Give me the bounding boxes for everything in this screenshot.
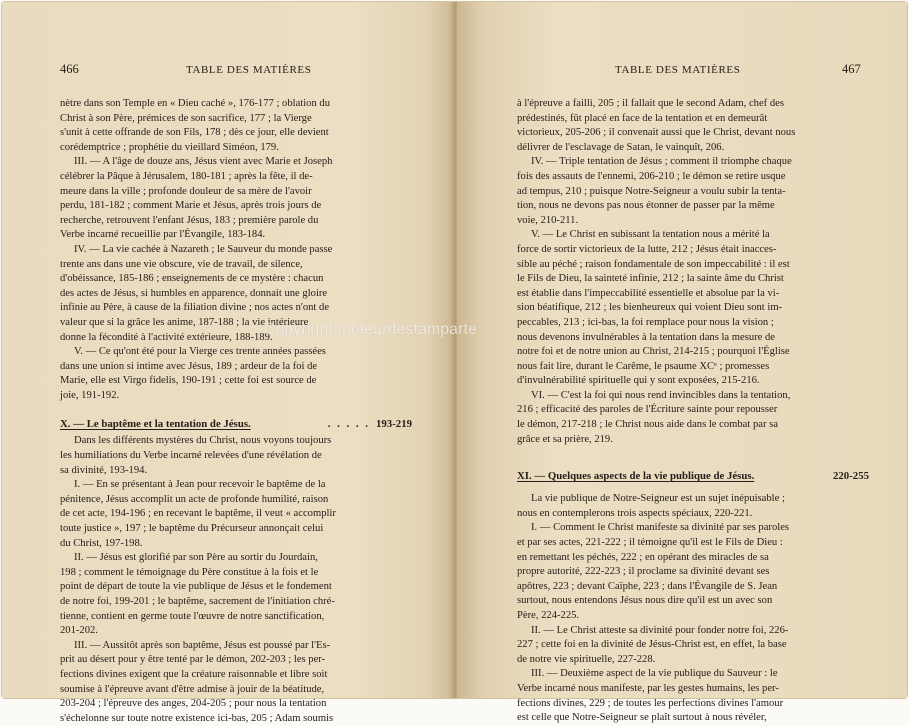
text-line: de notre vie spirituelle, 227-228. <box>517 653 656 665</box>
leader-dots: . . . . . <box>327 418 370 431</box>
text-line: trente ans dans une vie obscure, vie de travail, de silence, <box>60 258 303 270</box>
text-line: Dans les différents mystères du Christ, nous voyons toujours <box>74 435 332 447</box>
text-line: de cet acte, 194-196 ; en recevant le baptême, il veut « accomplir <box>60 508 336 520</box>
text-line: IV. — La vie cachée à Nazareth ; le Sauveur du monde passe <box>74 243 333 255</box>
text-line: et par ses actes, 221-222 ; il témoigne qu'il est le Fils de Dieu : <box>517 537 783 549</box>
left-page <box>2 2 453 724</box>
spacer <box>60 403 412 417</box>
section-pages: 193-219 <box>376 418 412 431</box>
section-heading <box>60 417 412 434</box>
text-line: surtout, nous entendons Jésus nous dire qu'il est un avec son <box>517 595 773 607</box>
text-line: toute justice », 197 ; le baptême du Précurseur annonçait celui <box>60 523 324 535</box>
text-line: fections divines, 229 ; de toutes les perfections divines l'amour <box>517 697 784 709</box>
text-line: grâce et sa prière, 219. <box>517 433 613 445</box>
text-line: IV. — Triple tentation de Jésus ; comment il triomphe chaque <box>531 156 792 168</box>
text-line: 216 ; efficacité des paroles de l'Écriture sainte pour repousser <box>517 404 778 416</box>
text-line: pénitence, Jésus accomplit un acte de profonde humilité, raison <box>60 493 329 505</box>
text-line: III. — Deuxième aspect de la vie publique du Sauveur : le <box>531 668 778 680</box>
text-line: nous fait lire, durant le Carême, le psaume XCᵉ ; promesses <box>517 360 770 372</box>
text-line: le Fils de Dieu, la sainteté infinie, 212 ; la sainte âme du Christ <box>517 273 784 285</box>
text-line: est celle que Notre-Seigneur se plaît surtout à nous révéler, <box>517 712 767 724</box>
text-line: le démon, 217-218 ; le Christ nous aide dans le combat par sa <box>517 419 778 431</box>
text-line: des actes de Jésus, si humbles en apparence, donnait une gloire <box>60 287 328 299</box>
text-line: sa divinité, 193-194. <box>60 464 148 476</box>
text-line: infinie au Père, à cause de la filiation divine ; nos actes n'ont de <box>60 302 330 314</box>
text-line: III. — Aussitôt après son baptême, Jésus est poussé par l'Es- <box>74 639 331 651</box>
text-line: nètre dans son Temple en « Dieu caché », 176-177 ; oblation du <box>60 98 331 109</box>
text-line: 198 ; comment le témoignage du Père constitue à la fois et le <box>60 566 319 578</box>
text-line: II. — Jésus est glorifié par son Père au sortir du Jourdain, <box>74 552 318 564</box>
text-line: recherche, retrouvent l'enfant Jésus, 183 ; première parole du <box>60 214 319 226</box>
page-number: 467 <box>842 62 861 76</box>
text-line: valeur que si la grâce les anime, 187-188 ; la vie intérieure <box>60 316 309 328</box>
text-line: de notre foi, 199-201 ; le baptême, sacrement de l'initiation chré- <box>60 596 335 607</box>
text-line: Verbe incarné nous manifeste, par les gestes humains, les per- <box>517 682 779 694</box>
text-line: Christ à son Père, prémices de son sacrifice, 177 ; la Vierge <box>60 112 312 124</box>
text-line: voie, 210-211. <box>517 214 579 226</box>
right-page <box>457 2 907 724</box>
text-line: La vie publique de Notre-Seigneur est un sujet inépuisable ; <box>531 493 785 505</box>
section-title: X. — Le baptême et la tentation de Jésus. <box>60 418 251 431</box>
text-line: Marie, elle est Virgo fidelis, 190-191 ; cette foi est source de <box>60 375 317 387</box>
section-pages: 220-255 <box>833 470 869 483</box>
text-line: du Christ, 197-198. <box>60 537 143 549</box>
text-line: 227 ; cette foi en la divinité de Jésus-Christ est, en effet, la base <box>517 639 787 651</box>
page-text <box>60 97 412 726</box>
paragraph-block <box>60 434 412 726</box>
running-head: TABLE DES MATIÈRES <box>615 64 741 76</box>
text-line: point de départ de toute la vie publique de Jésus et le fondement <box>60 581 332 593</box>
text-line: tion, nous ne devons pas nous étonner de passer par la même <box>517 200 775 212</box>
spacer <box>517 447 869 469</box>
text-line: I. — En se présentant à Jean pour recevoir le baptême de la <box>74 479 326 491</box>
text-line: victorieux, 205-206 ; il convenait aussi que le Christ, devant nous <box>517 127 796 139</box>
page-text <box>517 97 869 726</box>
text-line: propre autorité, 222-223 ; il proclame sa divinité devant ses <box>517 566 770 578</box>
text-line: à l'épreuve a failli, 205 ; il fallait que le second Adam, chef des <box>517 98 784 109</box>
text-line: les humiliations du Verbe incarné relevées d'une révélation de <box>60 450 322 462</box>
paragraph-block <box>517 97 869 447</box>
text-line: Père, 224-225. <box>517 610 580 621</box>
text-line: donne la fécondité à l'activité extérieure, 188-189. <box>60 331 273 343</box>
text-line: 201-202. <box>60 625 98 637</box>
text-line: s'échelonne sur toute notre existence ici-bas, 205 ; Adam soumis <box>60 712 334 724</box>
text-line: V. — Ce qu'ont été pour la Vierge ces trente années passées <box>74 346 326 358</box>
open-book <box>2 2 907 724</box>
text-line: s'unit à cette offrande de son Fils, 178 ; dès ce jour, elle devient <box>60 127 329 139</box>
text-line: sion béatifique, 212 ; les bienheureux qui voient Dieu sont im- <box>517 302 783 314</box>
text-line: sible au péché ; raison fondamentale de son impeccabilité : il est <box>517 258 790 270</box>
text-line: en remettant les péchés, 222 ; en opérant des miracles de sa <box>517 551 769 563</box>
text-line: fois des assauts de l'ennemi, 206-210 ; le démon se retire usque <box>517 170 786 182</box>
paragraph-block <box>517 492 869 726</box>
text-line: célébrer la Pâque à Jérusalem, 180-181 ; après la fête, il de- <box>60 170 313 182</box>
text-line: peccables, 213 ; ici-bas, la foi remplace pour nous la vision ; <box>517 316 774 328</box>
text-line: est établie dans l'impeccabilité essentielle et absolue par la vi- <box>517 287 780 299</box>
text-line: d'obéissance, 185-186 ; enseignements de ce mystère : chacun <box>60 273 324 285</box>
text-line: délivrer de l'esclavage de Satan, le vainquît, 206. <box>517 141 725 153</box>
section-heading <box>517 469 869 486</box>
text-line: I. — Comment le Christ manifeste sa divinité par ses paroles <box>531 522 790 534</box>
text-line: nous en contemplerons trois aspects spéciaux, 220-221. <box>517 507 753 519</box>
text-line: nous devenons invulnérables à la tentation dans la mesure de <box>517 331 776 343</box>
page-number: 466 <box>60 62 79 76</box>
text-line: notre foi et de notre union au Christ, 214-215 ; pourquoi l'Église <box>517 346 790 358</box>
text-line: ad tempus, 210 ; puisque Notre-Seigneur a voulu subir la tenta- <box>517 185 786 197</box>
text-line: prit au désert pour y être tenté par le démon, 202-203 ; les per- <box>60 654 326 666</box>
text-line: fections divines exigent que la créature raisonnable et libre soit <box>60 668 328 680</box>
watermark-text: Copyright moteurdestamparte <box>264 321 478 338</box>
paragraph-block <box>60 97 412 403</box>
text-line: II. — Le Christ atteste sa divinité pour fonder notre foi, 226- <box>531 624 789 636</box>
text-line: 203-204 ; l'épreuve des anges, 204-205 ; pour nous la tentation <box>60 698 327 710</box>
text-line: force de sortir victorieux de la lutte, 212 ; Jésus était inacces- <box>517 243 777 255</box>
text-line: prédestinés, fût placé en face de la tentation et en demeurât <box>517 112 768 124</box>
text-line: d'invulnérabilité spirituelle qui y sont exposées, 215-216. <box>517 375 760 387</box>
text-line: dans une union si intime avec Jésus, 189 ; ardeur de la foi de <box>60 360 318 372</box>
text-line: V. — Le Christ en subissant la tentation nous a mérité la <box>531 229 770 241</box>
text-line: VI. — C'est la foi qui nous rend invincibles dans la tentation, <box>531 389 791 401</box>
section-title: XI. — Quelques aspects de la vie publique de Jésus. <box>517 470 755 483</box>
text-line: apôtres, 223 ; devant Caïphe, 223 ; dans l'Évangile de S. Jean <box>517 580 778 592</box>
text-line: meure dans la ville ; profonde douleur de sa mère de l'avoir <box>60 185 312 197</box>
text-line: joie, 191-192. <box>60 389 120 401</box>
running-head: TABLE DES MATIÈRES <box>186 64 312 76</box>
text-line: corédemptrice ; prophétie du vieillard Siméon, 179. <box>60 141 279 153</box>
text-line: soumise à l'épreuve avant d'être admise à jouir de la béatitude, <box>60 683 325 695</box>
text-line: tienne, contient en germe toute l'œuvre de notre sanctification, <box>60 610 325 622</box>
text-line: perdu, 181-182 ; comment Marie et Jésus, après trois jours de <box>60 200 322 212</box>
text-line: Verbe incarné recueillie par l'Évangile, 183-184. <box>60 229 266 241</box>
text-line: III. — A l'âge de douze ans, Jésus vient avec Marie et Joseph <box>74 156 333 168</box>
